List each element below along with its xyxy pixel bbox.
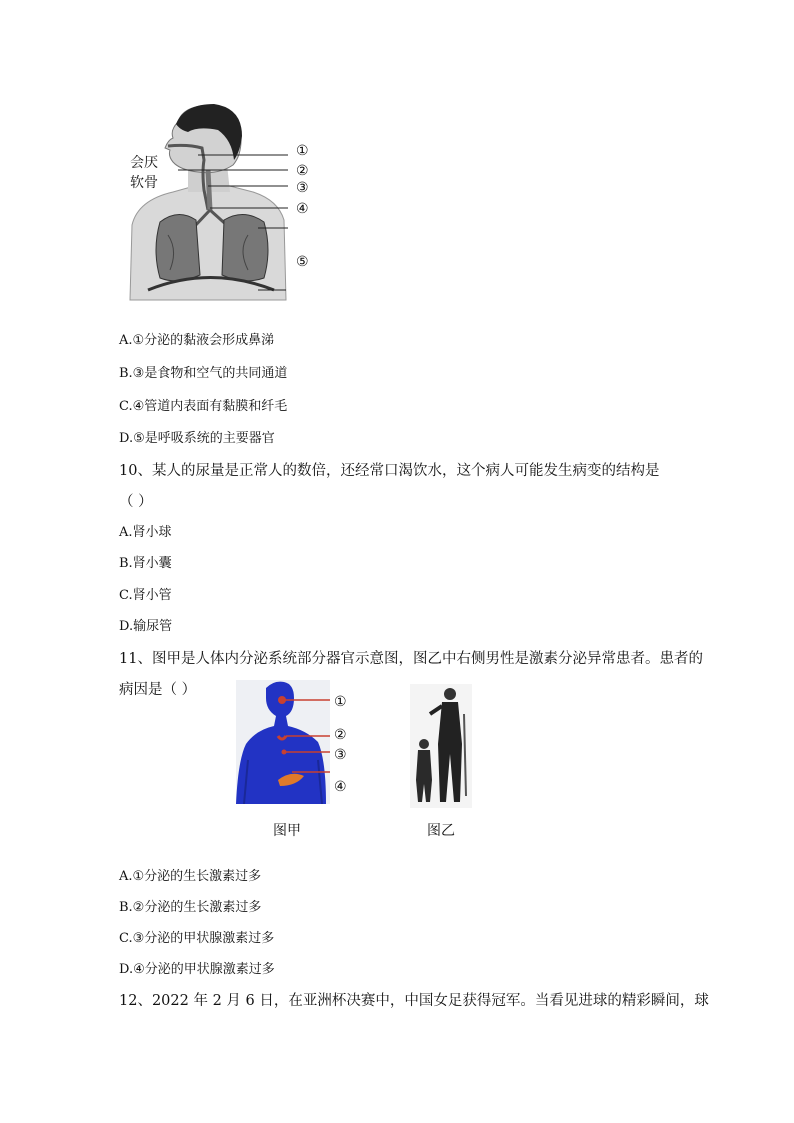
endocrine-marker-4: ④ xyxy=(334,779,347,795)
q9-option-b: B.③是食物和空气的共同通道 xyxy=(119,366,288,381)
q10-option-b: B.肾小囊 xyxy=(119,556,172,571)
marker-3: ③ xyxy=(296,180,309,196)
q10-option-d: D.输尿管 xyxy=(119,619,173,634)
q9-option-c: C.④管道内表面有黏膜和纤毛 xyxy=(119,399,288,414)
two-men-photo-illustration xyxy=(410,684,472,808)
marker-2: ② xyxy=(296,163,309,179)
marker-1: ① xyxy=(296,143,309,159)
q10-stem-line2: （ ） xyxy=(119,494,153,510)
marker-5: ⑤ xyxy=(296,254,309,270)
q10-stem-line1: 10、某人的尿量是正常人的数倍，还经常口渴饮水，这个病人可能发生病变的结构是 xyxy=(119,463,660,479)
endocrine-marker-3: ③ xyxy=(334,747,347,763)
endocrine-silhouette-illustration xyxy=(236,680,330,804)
q11-stem-line1: 11、图甲是人体内分泌系统部分器官示意图，图乙中右侧男性是激素分泌异常患者。患者的 xyxy=(119,651,703,667)
q10-option-a: A.肾小球 xyxy=(119,525,172,540)
caption-figure-b: 图乙 xyxy=(427,823,455,839)
endocrine-marker-1: ① xyxy=(334,694,347,710)
epiglottis-label-line1: 会厌 xyxy=(130,155,158,171)
q11-option-b: B.②分泌的生长激素过多 xyxy=(119,900,262,915)
q11-option-d: D.④分泌的甲状腺激素过多 xyxy=(119,962,275,977)
q12-stem-line1: 12、2022 年 2 月 6 日，在亚洲杯决赛中，中国女足获得冠军。当看见进球的精彩瞬间，球 xyxy=(119,993,709,1009)
gigantism-photo xyxy=(410,684,472,808)
endocrine-marker-2: ② xyxy=(334,727,347,743)
q11-option-c: C.③分泌的甲状腺激素过多 xyxy=(119,931,275,946)
q11-option-a: A.①分泌的生长激素过多 xyxy=(119,869,262,884)
epiglottis-label-line2: 软骨 xyxy=(130,175,158,191)
q9-option-d: D.⑤是呼吸系统的主要器官 xyxy=(119,431,275,446)
q10-option-c: C.肾小管 xyxy=(119,588,172,603)
q9-option-a: A.①分泌的黏液会形成鼻涕 xyxy=(119,333,275,348)
endocrine-system-figure xyxy=(236,680,330,804)
q11-stem-line2: 病因是（ ） xyxy=(119,682,197,698)
caption-figure-a: 图甲 xyxy=(273,823,301,839)
marker-4: ④ xyxy=(296,201,309,217)
